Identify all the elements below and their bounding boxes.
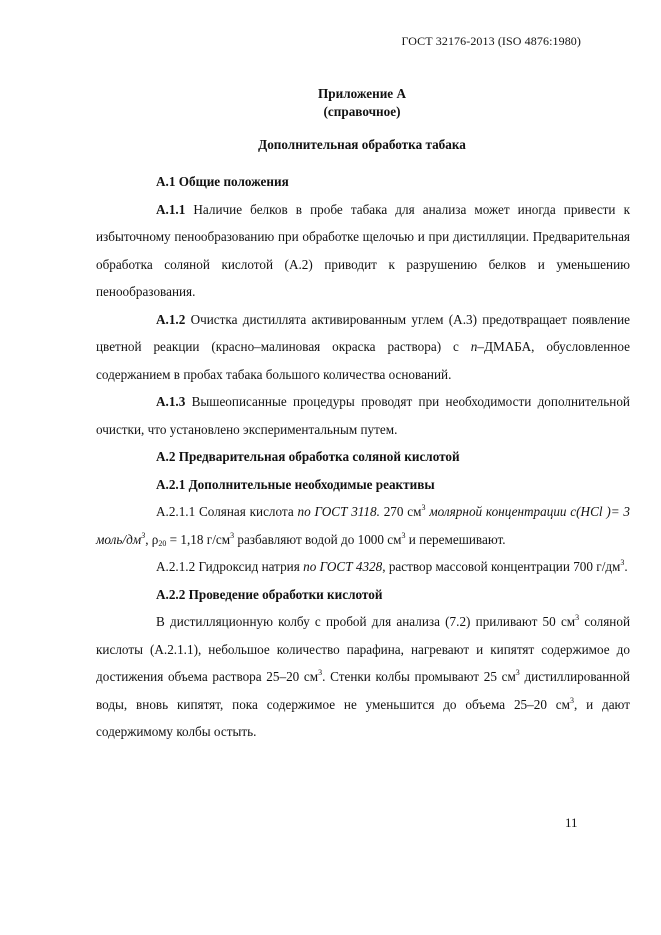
standard-reference: по ГОСТ 4328 [303, 559, 383, 574]
section-a1-heading: А.1 Общие положения [156, 174, 289, 189]
standard-header: ГОСТ 32176-2013 (ISO 4876:1980) [401, 34, 581, 48]
paragraph-text: –ДМАБА, обусловленное содержанием в пробах табака большого количества оснований. [96, 339, 630, 382]
superscript: 3 [515, 668, 520, 677]
text-run: 270 см [379, 504, 422, 519]
text-run: . [624, 559, 628, 574]
section-a2-heading: А.2 Предварительная обработка соляной кислотой [156, 449, 460, 464]
superscript: 3 [318, 668, 323, 677]
clause-number: А.1.1 [156, 201, 186, 217]
page-number: 11 [565, 815, 578, 830]
text-run: В дистилляционную колбу с пробой для анализа (7.2) приливают 50 см [156, 614, 576, 629]
clause-number: А.2.1.2 [156, 559, 196, 574]
appendix-title: Приложение А [318, 86, 406, 101]
section-a22-heading: А.2.2 Проведение обработки кислотой [156, 586, 383, 602]
document-body [96, 168, 630, 746]
appendix-subject: Дополнительная обработка табака [258, 137, 466, 152]
clause-number: А.1.2 [156, 311, 186, 327]
italic-n: n [470, 339, 478, 354]
text-run: дистиллированной воды, вновь кипятят, пока содержимое не уменьшится до объема 25–20 см [96, 669, 630, 712]
superscript: 3 [569, 695, 574, 705]
paragraph-a13 [96, 388, 630, 443]
text-run: , ρ [145, 531, 159, 547]
paragraph-a212 [96, 553, 630, 581]
superscript: 3 [401, 530, 406, 540]
superscript: 3 [575, 613, 580, 622]
superscript: 3 [421, 503, 426, 512]
text-run: Соляная кислота [195, 504, 298, 519]
clause-number: А.1.3 [156, 394, 186, 409]
paragraph-text: Очистка дистиллята активированным углем (А.3) предотвращает появление цветной реакции (красно–малиновая окраска раствора) с [96, 311, 630, 354]
clause-number: А.2.1.1 [156, 504, 196, 519]
text-run: . Стенки колбы промывают 25 см [322, 669, 516, 684]
paragraph-text: Вышеописанные процедуры проводят при необходимости дополнительной очистки, что установлено экспериментальным путем. [96, 394, 630, 437]
paragraph-a11 [96, 196, 630, 306]
superscript: 3 [230, 530, 235, 540]
text-run: и перемешивают. [405, 531, 506, 547]
italic-run: молярной концентрации с(HCl )= 3 моль/дм [96, 504, 630, 547]
text-run: = 1,18 г/см [166, 531, 231, 547]
paragraph-text: Наличие белков в пробе табака для анализа может иногда привести к избыточному пенообразованию при обработке щелочью и при дистилляции. Предварительная обработка соляной кислотой (А.2) приводит к разрушению белков и уменьшению пенообразования. [96, 201, 630, 299]
superscript: 3 [141, 530, 146, 540]
subscript: 20 [158, 538, 167, 548]
section-a21-heading: А.2.1 Дополнительные необходимые реактивы [156, 476, 435, 492]
text-run: Гидроксид натрия [195, 559, 304, 574]
superscript: 3 [620, 558, 625, 567]
text-run: разбавляют водой до 1000 см [234, 531, 402, 547]
appendix-reference: (справочное) [323, 104, 401, 119]
paragraph-a211 [96, 498, 630, 553]
text-run: , раствор массовой концентрации 700 г/дм [382, 559, 621, 574]
paragraph-a12 [96, 306, 630, 389]
text-run: соляной кислоты (А.2.1.1), небольшое количество парафина, нагревают и кипятят содержимое до достижения объема раствора 25–20 см [96, 614, 630, 684]
paragraph-a22 [96, 608, 630, 746]
standard-reference: по ГОСТ 3118. [297, 504, 380, 519]
text-run: , и дают содержимому колбы остыть. [96, 696, 631, 739]
